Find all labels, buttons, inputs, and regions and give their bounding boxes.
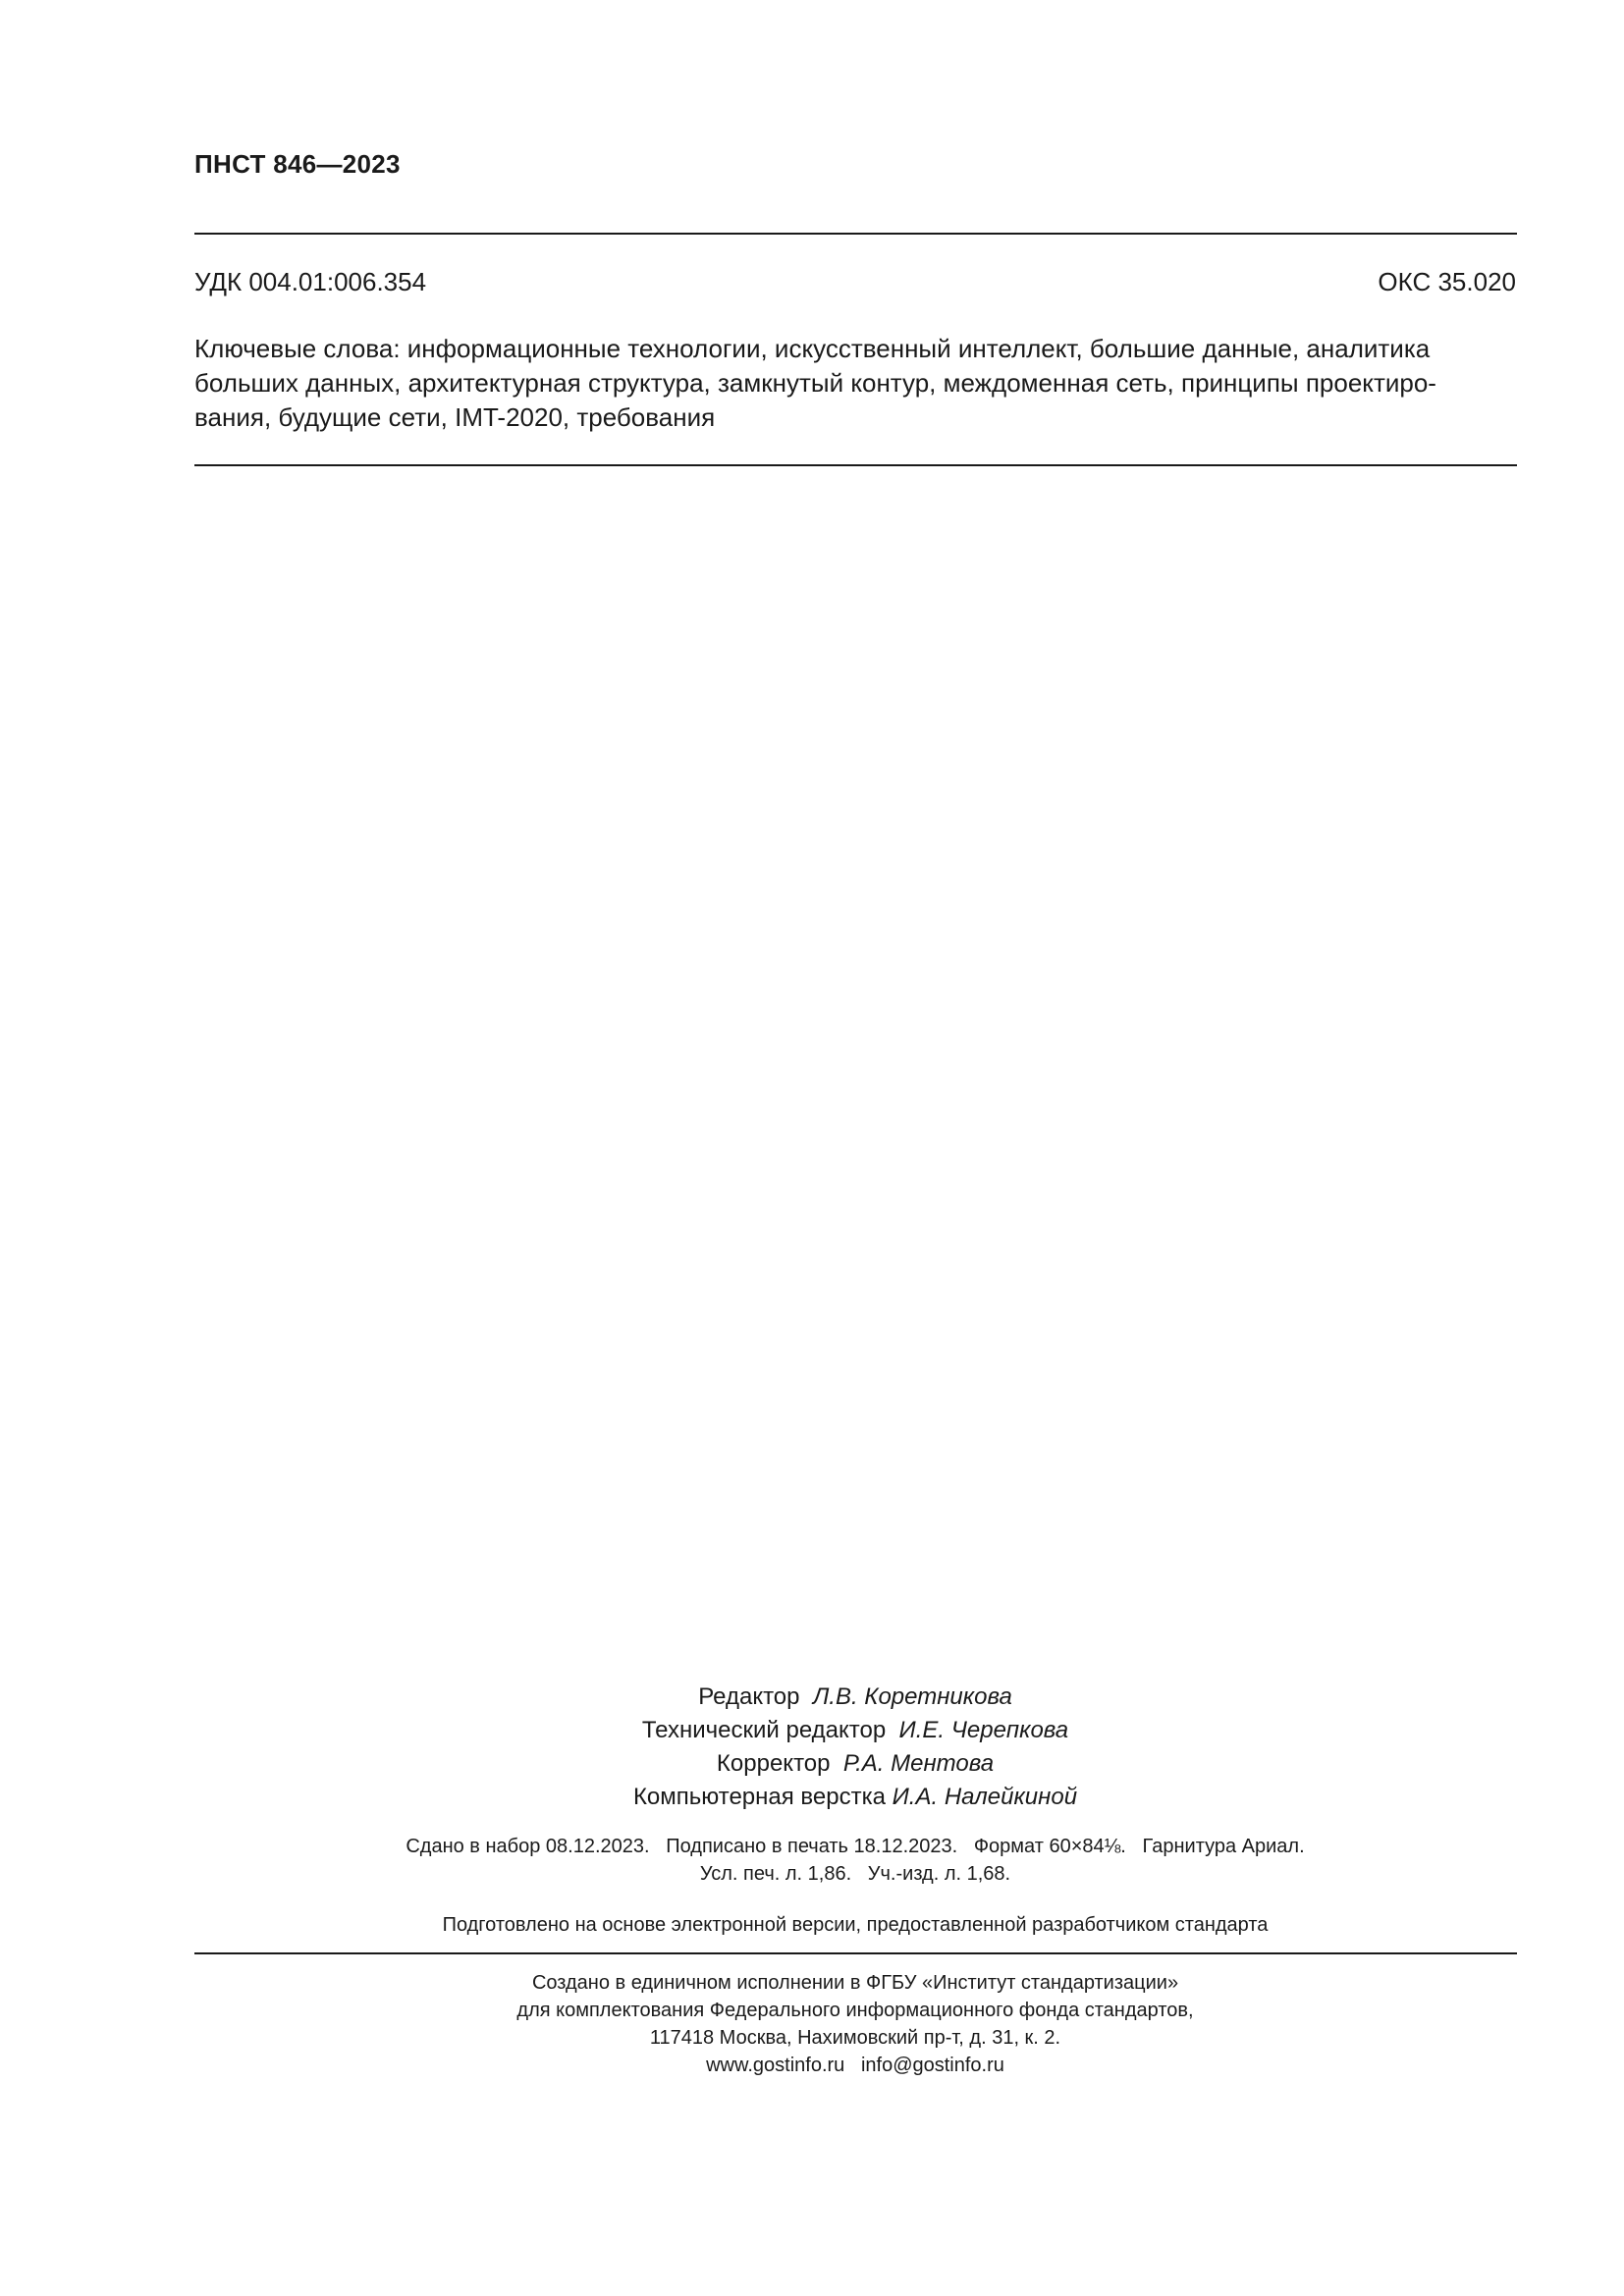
credit-name: Л.В. Коретникова [812,1683,1012,1710]
publisher-block [0,1969,1624,2079]
credit-name: И.А. Налейкиной [892,1784,1078,1810]
credit-editor [0,1681,1624,1714]
print-info-line: Сдано в набор 08.12.2023. Подписано в печать 18.12.2023. Формат 60×84⅛. Гарнитура Ариал. [406,1836,1305,1857]
print-info [0,1833,1624,1888]
credits-block [0,1681,1624,1814]
credit-role: Редактор [698,1683,800,1710]
credit-name: Р.А. Ментова [842,1750,995,1777]
credit-role: Технический редактор [641,1717,887,1743]
print-info-line: Усл. печ. л. 1,86. Уч.-изд. л. 1,68. [699,1863,1011,1885]
publisher-line: 117418 Москва, Нахимовский пр-т, д. 31, к. 2. [649,2027,1061,2049]
prepared-note: Подготовлено на основе электронной версии, предоставленной разработчиком стандарта [442,1914,1269,1936]
publisher-contacts: www.gostinfo.ru info@gostinfo.ru [706,2055,1004,2076]
credit-layout [0,1781,1624,1814]
keywords-divider [194,464,1517,466]
keywords-line: вания, будущие сети, IMT-2020, требования [194,402,716,432]
publisher-line: Создано в единичном исполнении в ФГБУ «Институт стандартизации» [531,1972,1179,1994]
top-divider [194,233,1517,235]
document-code: ПНСТ 846—2023 [194,149,401,179]
oks-code: ОКС 35.020 [1378,267,1516,296]
keywords-block [194,332,1517,435]
credit-corrector [0,1747,1624,1781]
keywords-line: Ключевые слова: информационные технологии, искусственный интеллект, большие данные, аналитика [194,334,1431,363]
udc-code: УДК 004.01:006.354 [194,267,427,296]
credit-name: И.Е. Черепкова [898,1717,1069,1743]
publisher-line: для комплектования Федерального информационного фонда стандартов, [516,2000,1194,2021]
credit-tech-editor [0,1714,1624,1747]
credit-role: Компьютерная верстка [632,1784,886,1810]
credit-role: Корректор [716,1750,831,1777]
publisher-divider [194,1952,1517,1954]
keywords-line: больших данных, архитектурная структура, замкнутый контур, междоменная сеть, принципы проектиро- [194,368,1436,398]
